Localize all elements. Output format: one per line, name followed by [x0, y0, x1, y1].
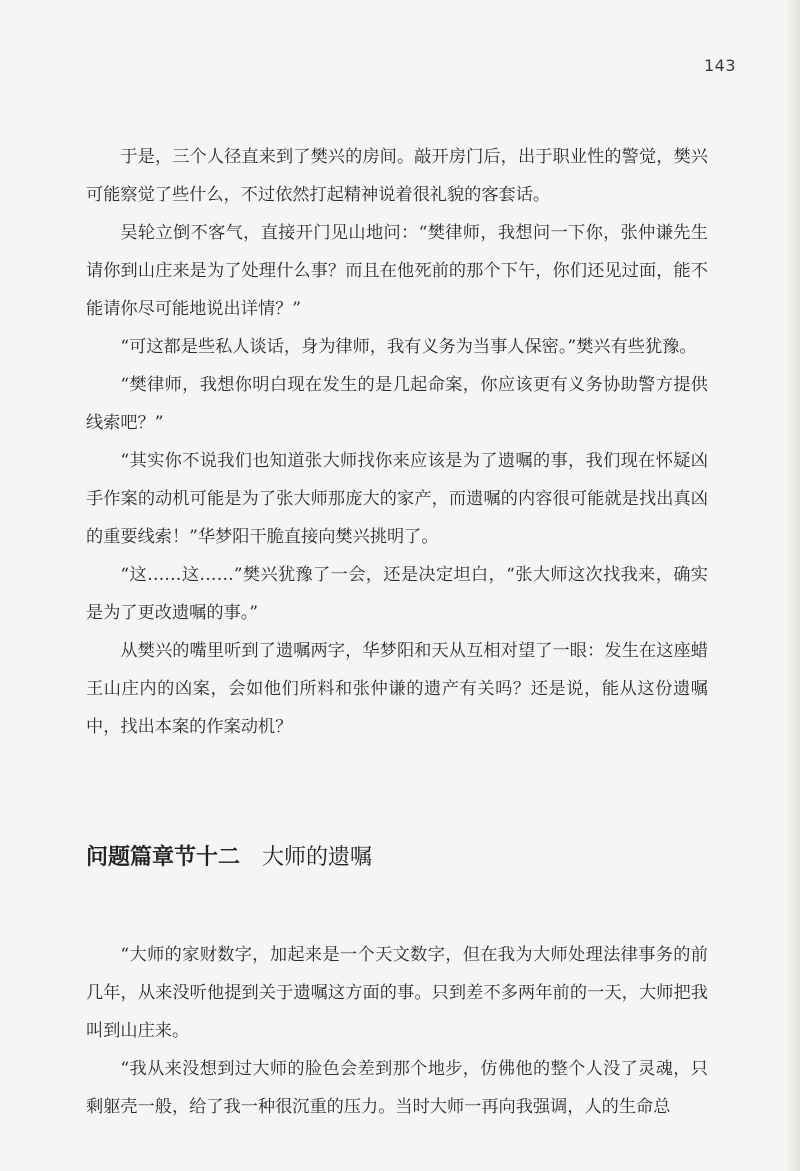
paragraph: 于是，三个人径直来到了樊兴的房间。敲开房门后，出于职业性的警觉，樊兴可能察觉了些什么，不过依然打起精神说着很礼貌的客套话。	[86, 147, 708, 205]
chapter-heading	[86, 840, 708, 876]
paragraph: “我从来没想到过大师的脸色会差到那个地步，仿佛他的整个人没了灵魂，只剩躯壳一般，给了我一种很沉重的压力。当时大师一再向我强调，人的生命总	[86, 1059, 708, 1117]
paragraph: “这……这……”樊兴犹豫了一会，还是决定坦白，“张大师这次找我来，确实是为了更改遗嘱的事。”	[86, 565, 708, 623]
page-edge-shadow	[786, 0, 800, 1171]
paragraph: “大师的家财数字，加起来是一个天文数字，但在我为大师处理法律事务的前几年，从来没听他提到关于遗嘱这方面的事。只到差不多两年前的一天，大师把我叫到山庄来。	[86, 945, 708, 1041]
paragraph: “樊律师，我想你明白现在发生的是几起命案，你应该更有义务协助警方提供线索吧？”	[86, 375, 708, 433]
paragraph: 吴轮立倒不客气，直接开门见山地问：“樊律师，我想问一下你，张仲谦先生请你到山庄来是为了处理什么事？而且在他死前的那个下午，你们还见过面，能不能请你尽可能地说出详情？”	[86, 223, 708, 319]
body-text-top	[86, 138, 708, 746]
body-text-bottom	[86, 936, 708, 1126]
chapter-title: 大师的遗嘱	[262, 845, 373, 870]
paragraph: 从樊兴的嘴里听到了遗嘱两字，华梦阳和天从互相对望了一眼：发生在这座蜡王山庄内的凶案，会如他们所料和张仲谦的遗产有关吗？还是说，能从这份遗嘱中，找出本案的作案动机？	[86, 641, 708, 737]
paragraph: “其实你不说我们也知道张大师找你来应该是为了遗嘱的事，我们现在怀疑凶手作案的动机可能是为了张大师那庞大的家产，而遗嘱的内容很可能就是找出真凶的重要线索！”华梦阳干脆直接向樊兴挑明了。	[86, 451, 708, 547]
paragraph: “可这都是些私人谈话，身为律师，我有义务为当事人保密。”樊兴有些犹豫。	[120, 337, 697, 357]
chapter-label: 问题篇章节十二	[86, 845, 241, 870]
page-number: 143	[703, 56, 736, 75]
